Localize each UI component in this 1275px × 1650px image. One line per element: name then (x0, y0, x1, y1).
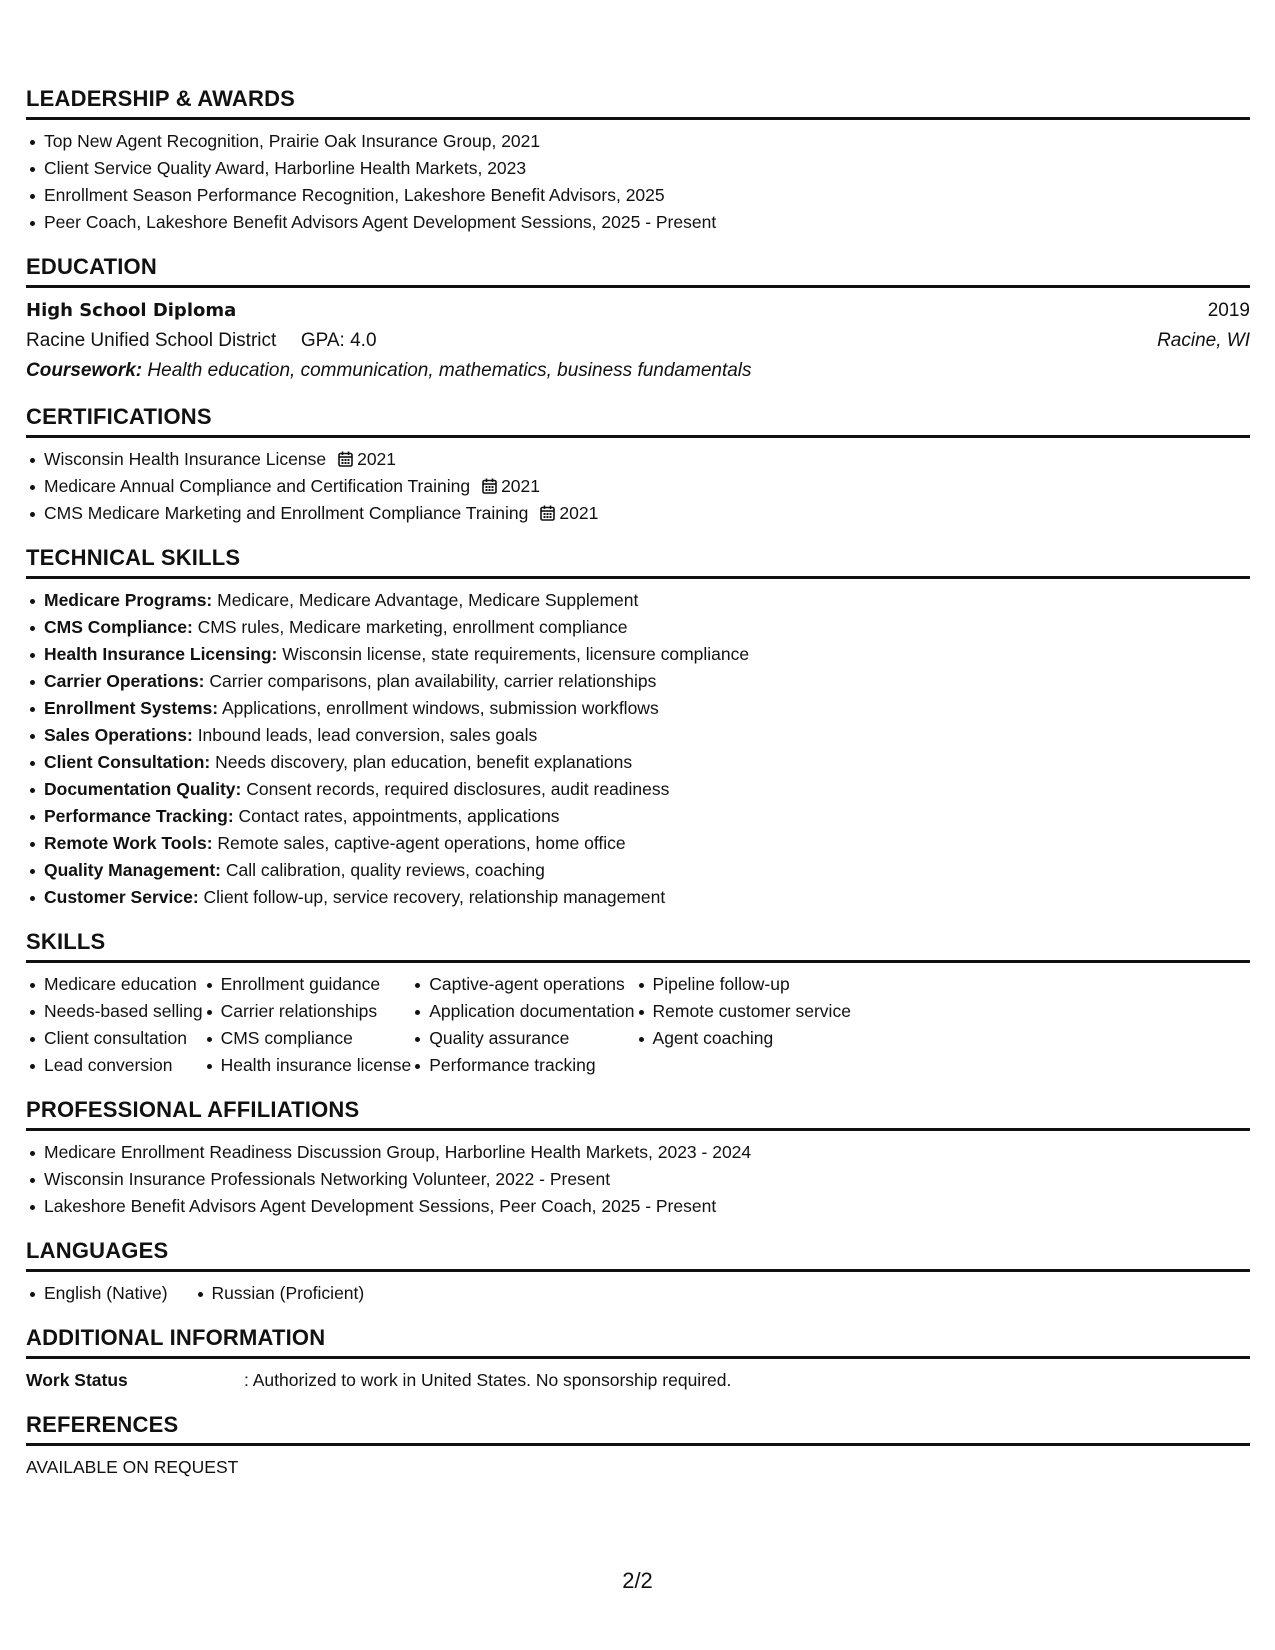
list-item: Medicare education (44, 971, 203, 998)
list-item: CMS compliance (221, 1025, 412, 1052)
section-references (26, 1412, 1250, 1481)
skill-label: Medicare Programs: (44, 590, 213, 610)
skill-label: Carrier Operations: (44, 671, 205, 691)
skills-grid (26, 971, 1250, 1079)
education-gpa: GPA: 4.0 (300, 330, 377, 351)
list-item (44, 500, 1250, 527)
list-item (44, 641, 1250, 668)
section-title-affiliations: PROFESSIONAL AFFILIATIONS (26, 1097, 1250, 1131)
skill-label: Quality Management: (44, 860, 221, 880)
references-text: AVAILABLE ON REQUEST (26, 1457, 239, 1477)
education-degree-row (26, 296, 1250, 326)
list-item: Enrollment Season Performance Recognition, Lakeshore Benefit Advisors, 2025 (44, 182, 1250, 209)
resume-page (26, 86, 1250, 1481)
section-languages (26, 1238, 1250, 1307)
list-item: Top New Agent Recognition, Prairie Oak Insurance Group, 2021 (44, 128, 1250, 155)
section-title-education: EDUCATION (26, 254, 1250, 288)
section-affiliations (26, 1097, 1250, 1220)
section-skills (26, 929, 1250, 1079)
certifications-list (26, 446, 1250, 527)
skill-text: Needs discovery, plan education, benefit explanations (215, 752, 633, 772)
skill-text: Call calibration, quality reviews, coaching (225, 860, 545, 880)
section-title-certifications: CERTIFICATIONS (26, 404, 1250, 438)
skill-text: Contact rates, appointments, applications (238, 806, 560, 826)
skill-label: CMS Compliance: (44, 617, 193, 637)
section-additional (26, 1325, 1250, 1394)
section-title-additional: ADDITIONAL INFORMATION (26, 1325, 1250, 1359)
list-item (44, 803, 1250, 830)
calendar-icon (540, 505, 555, 521)
certification-name: Medicare Annual Compliance and Certification Training (44, 476, 471, 496)
skill-text: Consent records, required disclosures, audit readiness (246, 779, 670, 799)
education-school: Racine Unified School District (26, 330, 277, 351)
skill-text: Applications, enrollment windows, submission workflows (221, 698, 659, 718)
work-status-row (26, 1367, 1250, 1394)
education-coursework (26, 356, 1250, 386)
list-item: Enrollment guidance (221, 971, 412, 998)
list-item (44, 857, 1250, 884)
list-item: Client consultation (44, 1025, 203, 1052)
skill-label: Performance Tracking: (44, 806, 234, 826)
list-item (44, 884, 1250, 911)
list-item: Agent coaching (653, 1025, 851, 1052)
list-item: Medicare Enrollment Readiness Discussion Group, Harborline Health Markets, 2023 - 2024 (44, 1139, 1250, 1166)
certification-year: 2021 (501, 476, 541, 496)
list-item: Needs-based selling (44, 998, 203, 1025)
list-item: Carrier relationships (221, 998, 412, 1025)
list-item: Client Service Quality Award, Harborline Health Markets, 2023 (44, 155, 1250, 182)
certification-name: CMS Medicare Marketing and Enrollment Compliance Training (44, 503, 529, 523)
section-leadership (26, 86, 1250, 236)
list-item: Health insurance license (221, 1052, 412, 1079)
skill-text: Client follow-up, service recovery, relationship management (203, 887, 666, 907)
list-item: Lead conversion (44, 1052, 203, 1079)
education-location: Racine, WI (1157, 330, 1250, 351)
section-title-technical-skills: TECHNICAL SKILLS (26, 545, 1250, 579)
technical-skills-list (26, 587, 1250, 911)
list-item (44, 614, 1250, 641)
section-title-languages: LANGUAGES (26, 1238, 1250, 1272)
certification-year: 2021 (357, 449, 397, 469)
section-title-leadership: LEADERSHIP & AWARDS (26, 86, 1250, 120)
skill-label: Client Consultation: (44, 752, 211, 772)
list-item (44, 473, 1250, 500)
leadership-list (26, 128, 1250, 236)
skill-label: Sales Operations: (44, 725, 193, 745)
section-title-skills: SKILLS (26, 929, 1250, 963)
certification-name: Wisconsin Health Insurance License (44, 449, 327, 469)
education-year: 2019 (1207, 300, 1250, 321)
list-item (44, 722, 1250, 749)
affiliations-list (26, 1139, 1250, 1220)
list-item: Application documentation (429, 998, 634, 1025)
list-item: Wisconsin Insurance Professionals Networking Volunteer, 2022 - Present (44, 1166, 1250, 1193)
list-item (44, 695, 1250, 722)
skill-text: Carrier comparisons, plan availability, carrier relationships (209, 671, 657, 691)
skill-text: Remote sales, captive-agent operations, home office (217, 833, 626, 853)
section-education (26, 254, 1250, 386)
skill-text: Medicare, Medicare Advantage, Medicare Supplement (217, 590, 639, 610)
skill-text: Inbound leads, lead conversion, sales goals (197, 725, 538, 745)
list-item: Performance tracking (429, 1052, 634, 1079)
skill-text: CMS rules, Medicare marketing, enrollment compliance (197, 617, 628, 637)
list-item: Pipeline follow-up (653, 971, 851, 998)
page-number: 2/2 (622, 1568, 653, 1593)
skill-text: Wisconsin license, state requirements, licensure compliance (282, 644, 750, 664)
skill-label: Remote Work Tools: (44, 833, 213, 853)
calendar-icon (338, 451, 353, 467)
education-school-row (26, 326, 1250, 356)
calendar-icon (482, 478, 497, 494)
skill-label: Enrollment Systems: (44, 698, 219, 718)
certification-year: 2021 (559, 503, 599, 523)
list-item: Peer Coach, Lakeshore Benefit Advisors Agent Development Sessions, 2025 - Present (44, 209, 1250, 236)
section-technical-skills (26, 545, 1250, 911)
skill-label: Customer Service: (44, 887, 199, 907)
languages-row (26, 1280, 1250, 1307)
section-certifications (26, 404, 1250, 527)
education-degree: High School Diploma (26, 300, 237, 321)
skills-column (635, 971, 851, 1079)
list-item (44, 776, 1250, 803)
list-item (44, 749, 1250, 776)
list-item (44, 587, 1250, 614)
skill-label: Documentation Quality: (44, 779, 242, 799)
list-item (44, 668, 1250, 695)
skill-label: Health Insurance Licensing: (44, 644, 278, 664)
language-item: English (Native) (44, 1280, 168, 1307)
skills-column (26, 971, 203, 1079)
list-item: Captive-agent operations (429, 971, 634, 998)
skills-column (411, 971, 634, 1079)
work-status-value: : Authorized to work in United States. No sponsorship required. (244, 1370, 732, 1390)
section-title-references: REFERENCES (26, 1412, 1250, 1446)
list-item: Remote customer service (653, 998, 851, 1025)
skills-column (203, 971, 412, 1079)
coursework-label: Coursework: (26, 360, 143, 381)
language-item: Russian (Proficient) (212, 1280, 365, 1307)
list-item: Lakeshore Benefit Advisors Agent Development Sessions, Peer Coach, 2025 - Present (44, 1193, 1250, 1220)
list-item (44, 446, 1250, 473)
coursework-text: Health education, communication, mathematics, business fundamentals (147, 360, 752, 381)
list-item: Quality assurance (429, 1025, 634, 1052)
work-status-label: Work Status (26, 1370, 128, 1390)
list-item (44, 830, 1250, 857)
